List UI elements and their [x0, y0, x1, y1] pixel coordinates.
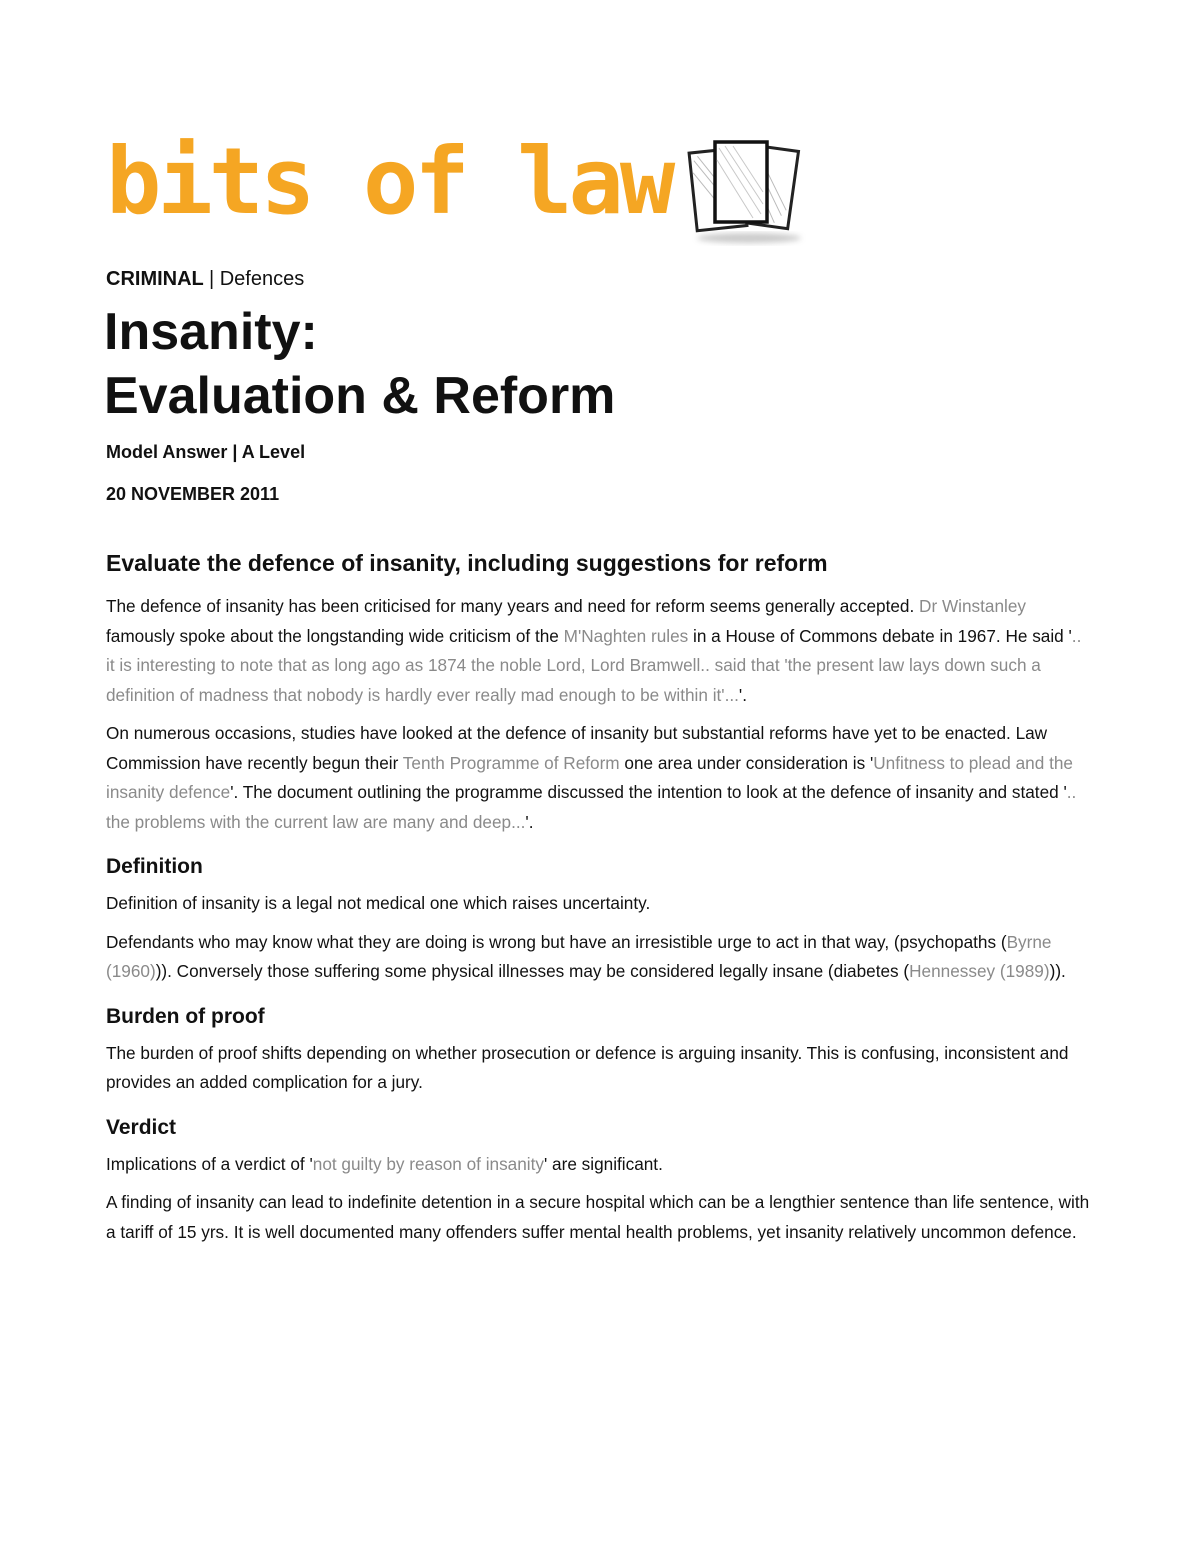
definition-paragraph-2: Defendants who may know what they are doing is wrong but have an irresistible urge to act in that way, (psychopaths (Byrne (1960))). Conversely those suffering some physical illnesses may be considered legally insane (diabetes (Hennessey (1989))). [106, 931, 1066, 981]
link-byrne-1960[interactable]: Byrne (1960) [106, 931, 1052, 981]
title-line-1: Insanity: [104, 303, 318, 361]
category-sub[interactable]: Defences [219, 268, 305, 290]
logo-text: bits of law [106, 128, 672, 235]
papers-icon [681, 134, 821, 246]
verdict-heading: Verdict [106, 1115, 177, 1139]
site-logo[interactable] [106, 128, 821, 252]
link-not-guilty-insanity[interactable]: not guilty by reason of insanity [312, 1153, 544, 1174]
link-hansard-quote[interactable]: .. it is interesting to note that as long ago as 1874 the noble Lord, Lord Bramwell.. said that 'the present law lays down such a definition of madness that nobody is hardly ever really mad enough to be within it'... [106, 625, 1082, 705]
category-main[interactable]: CRIMINAL [106, 268, 204, 290]
answer-type: Model Answer | A Level [106, 442, 306, 462]
burden-paragraph-1: The burden of proof shifts depending on whether prosecution or defence is arguing insanity. This is confusing, inconsistent and provides an added complication for a jury. [106, 1042, 1069, 1092]
link-unfitness-to-plead[interactable]: Unfitness to plead and the insanity defence [106, 752, 1073, 802]
verdict-paragraph-1: Implications of a verdict of 'not guilty by reason of insanity' are significant. [106, 1153, 663, 1174]
intro-paragraph-1: The defence of insanity has been criticised for many years and need for reform seems generally accepted. Dr Winstanley famously spoke about the longstanding wide criticism of the M'Naghten rules in a House of Commons debate in 1967. He said '.. it is interesting to note that as long ago as 1874 the noble Lord, Lord Bramwell.. said that 'the present law lays down such a definition of madness that nobody is hardly ever really mad enough to be within it'...'. [106, 596, 1082, 705]
category-breadcrumb [106, 268, 304, 291]
definition-paragraph-1: Definition of insanity is a legal not medical one which raises uncertainty. [106, 893, 651, 913]
link-tenth-programme[interactable]: Tenth Programme of Reform [402, 752, 620, 773]
definition-heading: Definition [106, 855, 203, 878]
link-problems-quote[interactable]: .. the problems with the current law are many and deep... [106, 782, 1077, 832]
verdict-paragraph-2: A finding of insanity can lead to indefinite detention in a secure hospital which can be a lengthier sentence than life sentence, with a tariff of 15 yrs. It is well documented many offenders suffer mental health problems, yet insanity relatively uncommon defence. [106, 1192, 1090, 1242]
link-hennessey-1989[interactable]: Hennessey (1989) [909, 961, 1050, 981]
intro-paragraph-2: On numerous occasions, studies have looked at the defence of insanity but substantial reforms have yet to be enacted. Law Commission have recently begun their Tenth Programme of Reform one area under consideration is 'Unfitness to plead and the insanity defence'. The document outlining the programme discussed the intention to look at the defence of insanity and stated '.. the problems with the current law are many and deep...'. [106, 723, 1077, 832]
link-dr-winstanley[interactable]: Dr Winstanley [919, 596, 1026, 616]
article-body [106, 548, 1091, 1256]
publish-date: 20 NOVEMBER 2011 [106, 484, 280, 504]
question-heading: Evaluate the defence of insanity, including suggestions for reform [106, 550, 828, 576]
title-line-2: Evaluation & Reform [104, 367, 616, 425]
burden-heading: Burden of proof [106, 1004, 265, 1028]
page-title [104, 300, 615, 428]
link-mnaghten-rules[interactable]: M'Naghten rules [563, 625, 689, 646]
category-separator: | [208, 268, 215, 290]
